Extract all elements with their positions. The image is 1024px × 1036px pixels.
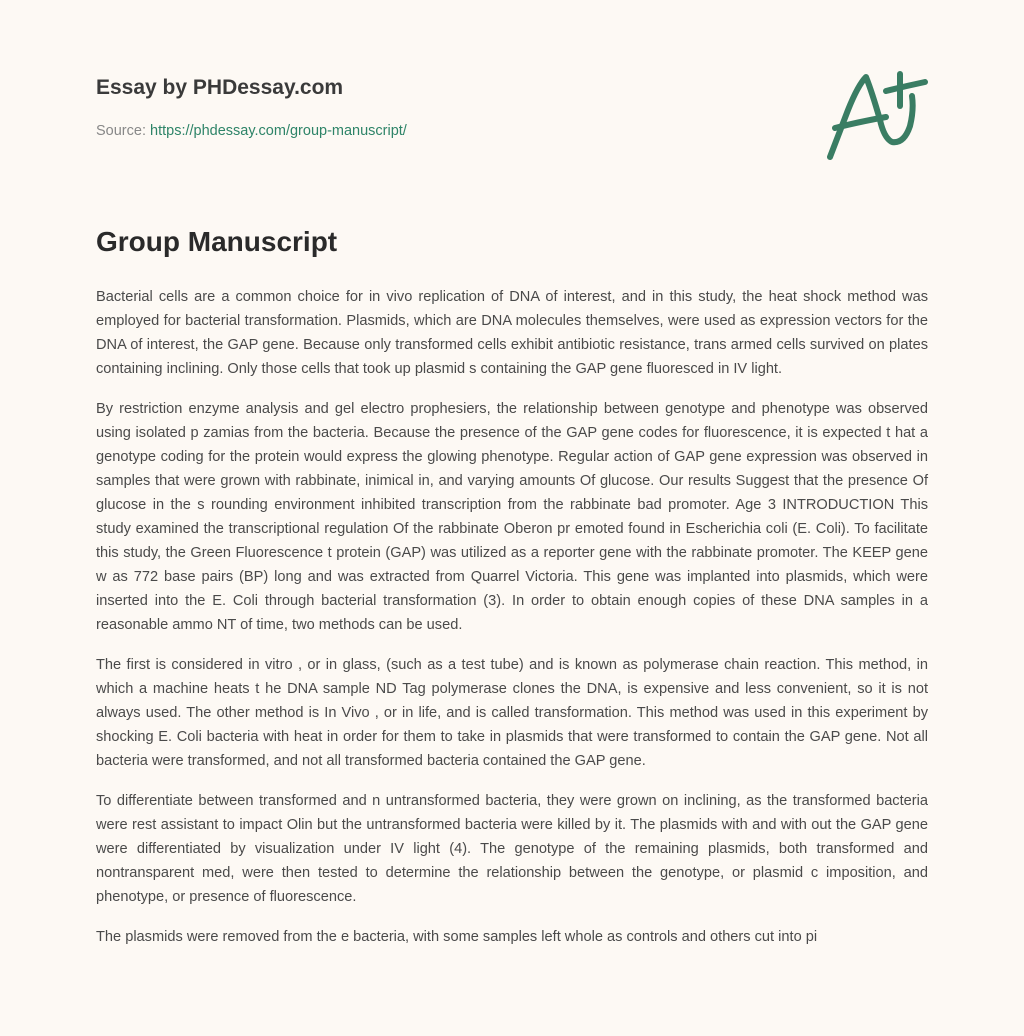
paragraph: To differentiate between transformed and n untransformed bacteria, they were grown on inclining, as the transformed bacteria were rest assistant to impact Olin but the untransformed bacteria were killed by it. The plasmids with and with out the GAP gene were differentiated by visualization under IV light (4). The genotype of the remaining plasmids, both transformed and nontransparent med, were then tested to determine the relationship between the genotype, or plasmid c imposition, and phenotype, or presence of fluorescence. bbox=[96, 793, 928, 905]
paragraph: By restriction enzyme analysis and gel electro prophesiers, the relationship between genotype and phenotype was observed using isolated p zamias from the bacteria. Because the presence of the GAP gene codes for fluorescence, it is expected t hat a genotype coding for the protein would express the glowing phenotype. Regular action of GAP gene expression was observed in samples that were grown with rabbinate, inimical in, and varying amounts Of glucose. Our results Suggest that the presence Of glucose in the s rounding environment inhibited transcription from the rabbinate bad promoter. Age 3 INTRODUCTION This study examined the transcriptional regulation Of the rabbinate Oberon pr emoted found in Escherichia coli (E. Coli). To facilitate this study, the Green Fluorescence t protein (GAP) was utilized as a reporter gene with the rabbinate promoter. The KEEP gene w as 772 base pairs (BP) long and was extracted from Quarrel Victoria. This gene was implanted into plasmids, which were inserted into the E. Coli through bacterial transformation (3). In order to obtain enough copies of these DNA samples in a reasonable ammo NT of time, two methods can be used. bbox=[96, 401, 928, 633]
source-line bbox=[96, 123, 407, 139]
article-body bbox=[96, 285, 928, 965]
a-plus-logo-icon bbox=[810, 60, 940, 170]
source-link[interactable]: https://phdessay.com/group-manuscript/ bbox=[150, 123, 407, 139]
paragraph: The first is considered in vitro , or in glass, (such as a test tube) and is known as polymerase chain reaction. This method, in which a machine heats t he DNA sample ND Tag polymerase clones the DNA, is expensive and less convenient, so it is not always used. The other method is In Vivo , or in life, and is called transformation. This method was used in this experiment by shocking E. Coli bacteria with heat in order for them to take in plasmids that were transformed to contain the GAP gene. Not all bacteria were transformed, and not all transformed bacteria contained the GAP gene. bbox=[96, 657, 928, 769]
site-title: Essay by PHDessay.com bbox=[96, 76, 344, 99]
article-title: Group Manuscript bbox=[96, 226, 338, 257]
paragraph: The plasmids were removed from the e bacteria, with some samples left whole as controls and others cut into pi bbox=[96, 929, 818, 945]
source-label: Source: bbox=[96, 123, 146, 139]
paragraph: Bacterial cells are a common choice for in vivo replication of DNA of interest, and in this study, the heat shock method was employed for bacterial transformation. Plasmids, which are DNA molecules themselves, were used as expression vectors for the DNA of interest, the GAP gene. Because only transformed cells exhibit antibiotic resistance, trans armed cells survived on plates containing inclining. Only those cells that took up plasmid s containing the GAP gene fluoresced in IV light. bbox=[96, 289, 928, 377]
